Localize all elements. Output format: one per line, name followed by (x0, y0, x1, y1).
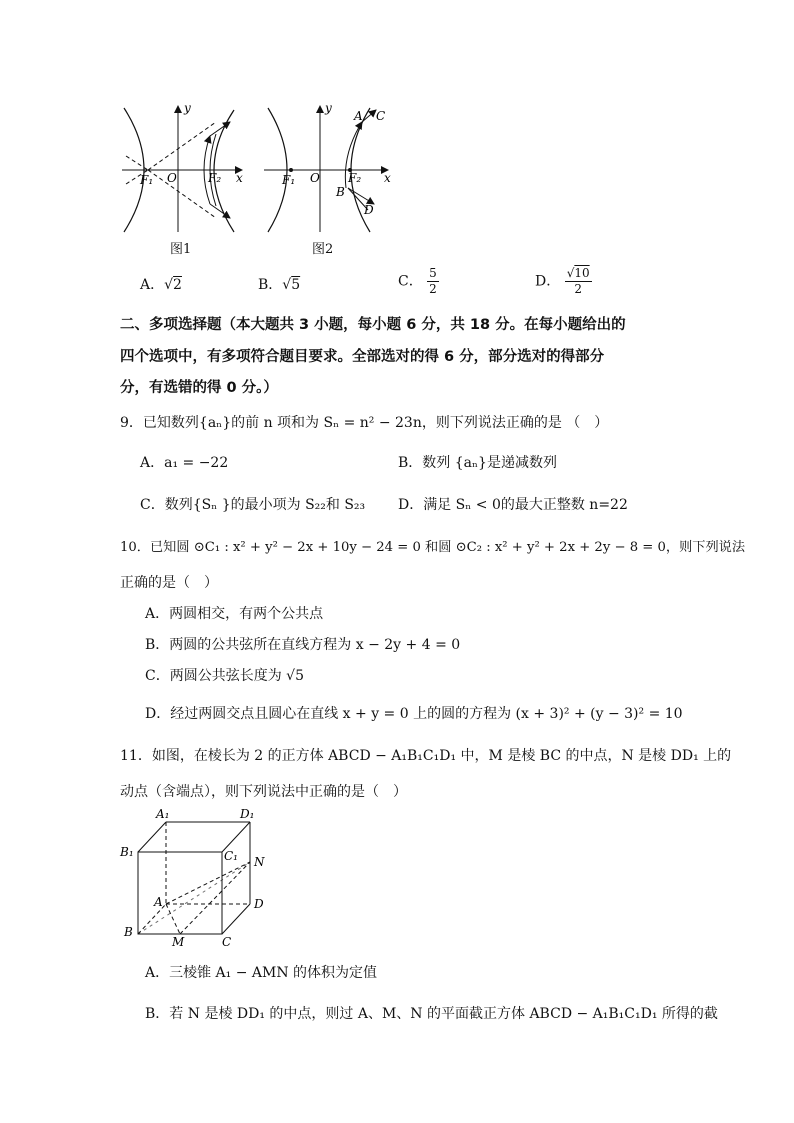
q10-stem-line-2: 正确的是（ ） (120, 575, 218, 591)
vertex-a-label: A (154, 895, 163, 909)
cube-figure (116, 804, 276, 946)
vertex-a1-label: A₁ (156, 807, 170, 821)
q9-option-a: A．a₁ = −22 (140, 455, 229, 471)
point-n-label: N (254, 855, 265, 869)
point-b-label: B (336, 185, 345, 199)
q10-option-b: B．两圆的公共弦所在直线方程为 x − 2y + 4 = 0 (145, 637, 461, 653)
figure-2-caption: 图2 (312, 242, 334, 257)
origin-label: O (167, 171, 177, 185)
q8-option-c: C． $\frac{5}{2}$ (398, 266, 437, 296)
focus-f1-label: F₁ (282, 173, 296, 187)
point-m-label: M (172, 935, 185, 946)
q8-option-a: A．√2 (140, 277, 182, 293)
q9-option-c: C．数列{Sₙ }的最小项为 S₂₂和 S₂₃ (140, 497, 366, 513)
vertex-c1-label: C₁ (224, 849, 238, 863)
q10-option-d: D．经过两圆交点且圆心在直线 x + y = 0 上的圆的方程为 (x + 3)² + (y − 3)² = 10 (145, 706, 683, 722)
focus-f2-label: F₂ (348, 171, 362, 185)
q11-option-a: A．三棱锥 A₁ − AMN 的体积为定值 (145, 965, 378, 981)
q11-option-b: B．若 N 是棱 DD₁ 的中点，则过 A、M、N 的平面截正方体 ABCD − A₁B₁C₁D₁ 所得的截 (145, 1006, 718, 1022)
figure-1-caption: 图1 (170, 242, 192, 257)
section-2-line-2: 四个选项中，有多项符合题目要求。全部选对的得 6 分，部分选对的得部分 (120, 349, 605, 365)
point-d-label: D (364, 203, 374, 217)
q11-stem-line-1: 11．如图，在棱长为 2 的正方体 ABCD − A₁B₁C₁D₁ 中，M 是棱 BC 的中点，N 是棱 DD₁ 上的 (120, 748, 732, 764)
q9-stem: 9．已知数列{aₙ}的前 n 项和为 Sₙ = n² − 23n，则下列说法正确的是 （ ） (120, 415, 609, 431)
focus-f2-label: F₂ (208, 171, 222, 185)
x-axis-label: x (236, 171, 243, 185)
section-2-line-1: 二、多项选择题（本大题共 3 小题，每小题 6 分，共 18 分。在每小题给出的 (120, 317, 626, 333)
vertex-d1-label: D₁ (240, 807, 255, 821)
vertex-d-label: D (254, 897, 264, 911)
q9-option-d: D．满足 Sₙ < 0的最大正整数 n=22 (398, 497, 628, 513)
focus-f1-label: F₁ (140, 173, 154, 187)
point-c-label: C (376, 109, 386, 123)
x-axis-label: x (384, 171, 391, 185)
q9-option-b: B．数列 {aₙ}是递减数列 (398, 455, 557, 471)
hyperbola-figure-1 (112, 100, 252, 235)
q8-option-d: D． $\frac{√10}{2}$ (535, 266, 590, 296)
y-axis-label: y (184, 101, 191, 115)
vertex-c-label: C (222, 935, 232, 946)
point-a-label: A (354, 109, 363, 123)
hyperbola-figure-2 (258, 100, 398, 235)
origin-label: O (310, 171, 320, 185)
q10-option-c: C．两圆公共弦长度为 √5 (145, 668, 304, 684)
q11-stem-line-2: 动点（含端点），则下列说法中正确的是（ ） (120, 784, 407, 800)
vertex-b-label: B (124, 925, 133, 939)
q10-option-a: A．两圆相交，有两个公共点 (145, 606, 324, 622)
y-axis-label: y (325, 101, 332, 115)
section-2-line-3: 分，有选错的得 0 分。） (120, 380, 278, 396)
q8-option-b: B．√5 (258, 277, 301, 293)
q10-stem-line-1: 10．已知圆 ⊙C₁ : x² + y² − 2x + 10y − 24 = 0 和圆 ⊙C₂ : x² + y² + 2x + 2y − 8 = 0，则下列说法 (120, 540, 746, 555)
vertex-b1-label: B₁ (120, 845, 134, 859)
